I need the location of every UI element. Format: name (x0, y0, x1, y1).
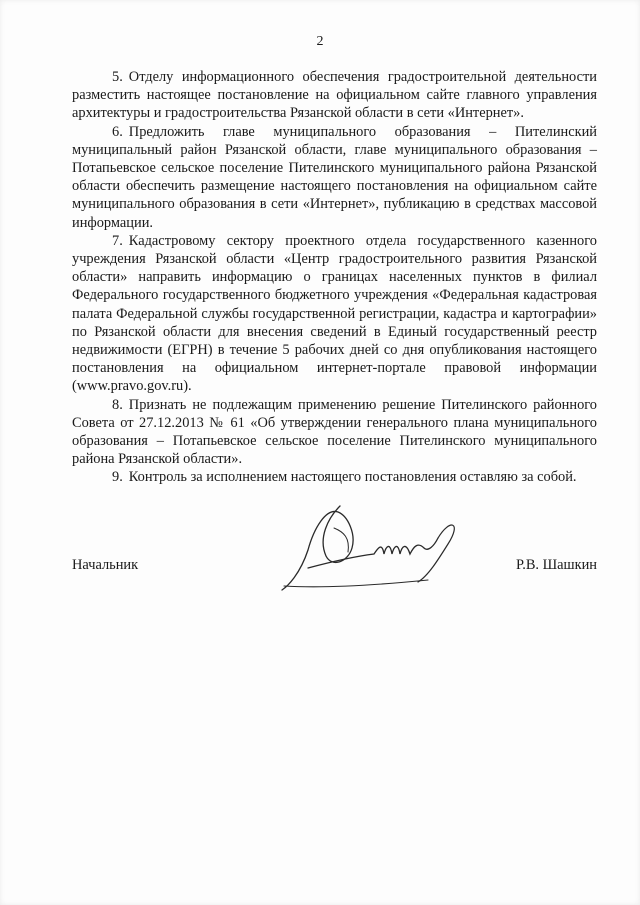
signatory-name: Р.В. Шашкин (516, 557, 597, 573)
paragraph-text: Контроль за исполнением настоящего постановления оставляю за собой. (128, 469, 577, 486)
paragraph-number: 6. (112, 123, 123, 140)
paragraph-text: Кадастровому сектору проектного отдела государственного казенного учреждения Рязанской области «Центр градостроительного развития Рязанской области» направить информацию о границах населенных пунктов в филиал Федерального государственного бюджетного учреждения «Федеральная кадастровая палата Федеральной службы государственной регистрации, кадастра и картографии» по Рязанской области для внесения сведений в Единый государственный реестр недвижимости (ЕГРН) в течение 5 рабочих дней со дня опубликования настоящего постановления на официальном интернет-портале правовой информации (www.pravo.gov.ru). (72, 232, 597, 395)
paragraph-7 (72, 232, 597, 396)
paragraph-8 (72, 396, 597, 469)
paragraph-text: Предложить главе муниципального образования – Пителинский муниципальный район Рязанской области, главе муниципального образования – Потапьевское сельское поселение Пителинского муниципального района Рязанской области обеспечить размещение настоящего постановления на официальном сайте муниципального образования в сети «Интернет», публикацию в средствах массовой информации. (72, 123, 597, 231)
paragraph-number: 7. (112, 232, 123, 249)
signatory-title: Начальник (72, 557, 139, 573)
handwritten-signature (278, 498, 468, 598)
paragraph-6 (72, 123, 597, 232)
paragraph-number: 9. (112, 469, 123, 486)
paragraph-text: Отделу информационного обеспечения градостроительной деятельности разместить настоящее постановление на официальном сайте главного управления архитектуры и градостроительства Рязанской области в сети «Интернет». (72, 69, 597, 122)
paragraph-number: 8. (112, 396, 123, 413)
document-body (72, 68, 597, 487)
paragraph-9 (72, 468, 597, 486)
paragraph-5 (72, 68, 597, 123)
page-number: 2 (316, 34, 324, 49)
paragraph-text: Признать не подлежащим применению решение Пителинского районного Совета от 27.12.2013 № 61 «Об утверждении генерального плана муниципального образования – Потапьевское сельское поселение Пителинского муниципального района Рязанской области». (72, 396, 597, 468)
paragraph-number: 5. (112, 69, 123, 85)
